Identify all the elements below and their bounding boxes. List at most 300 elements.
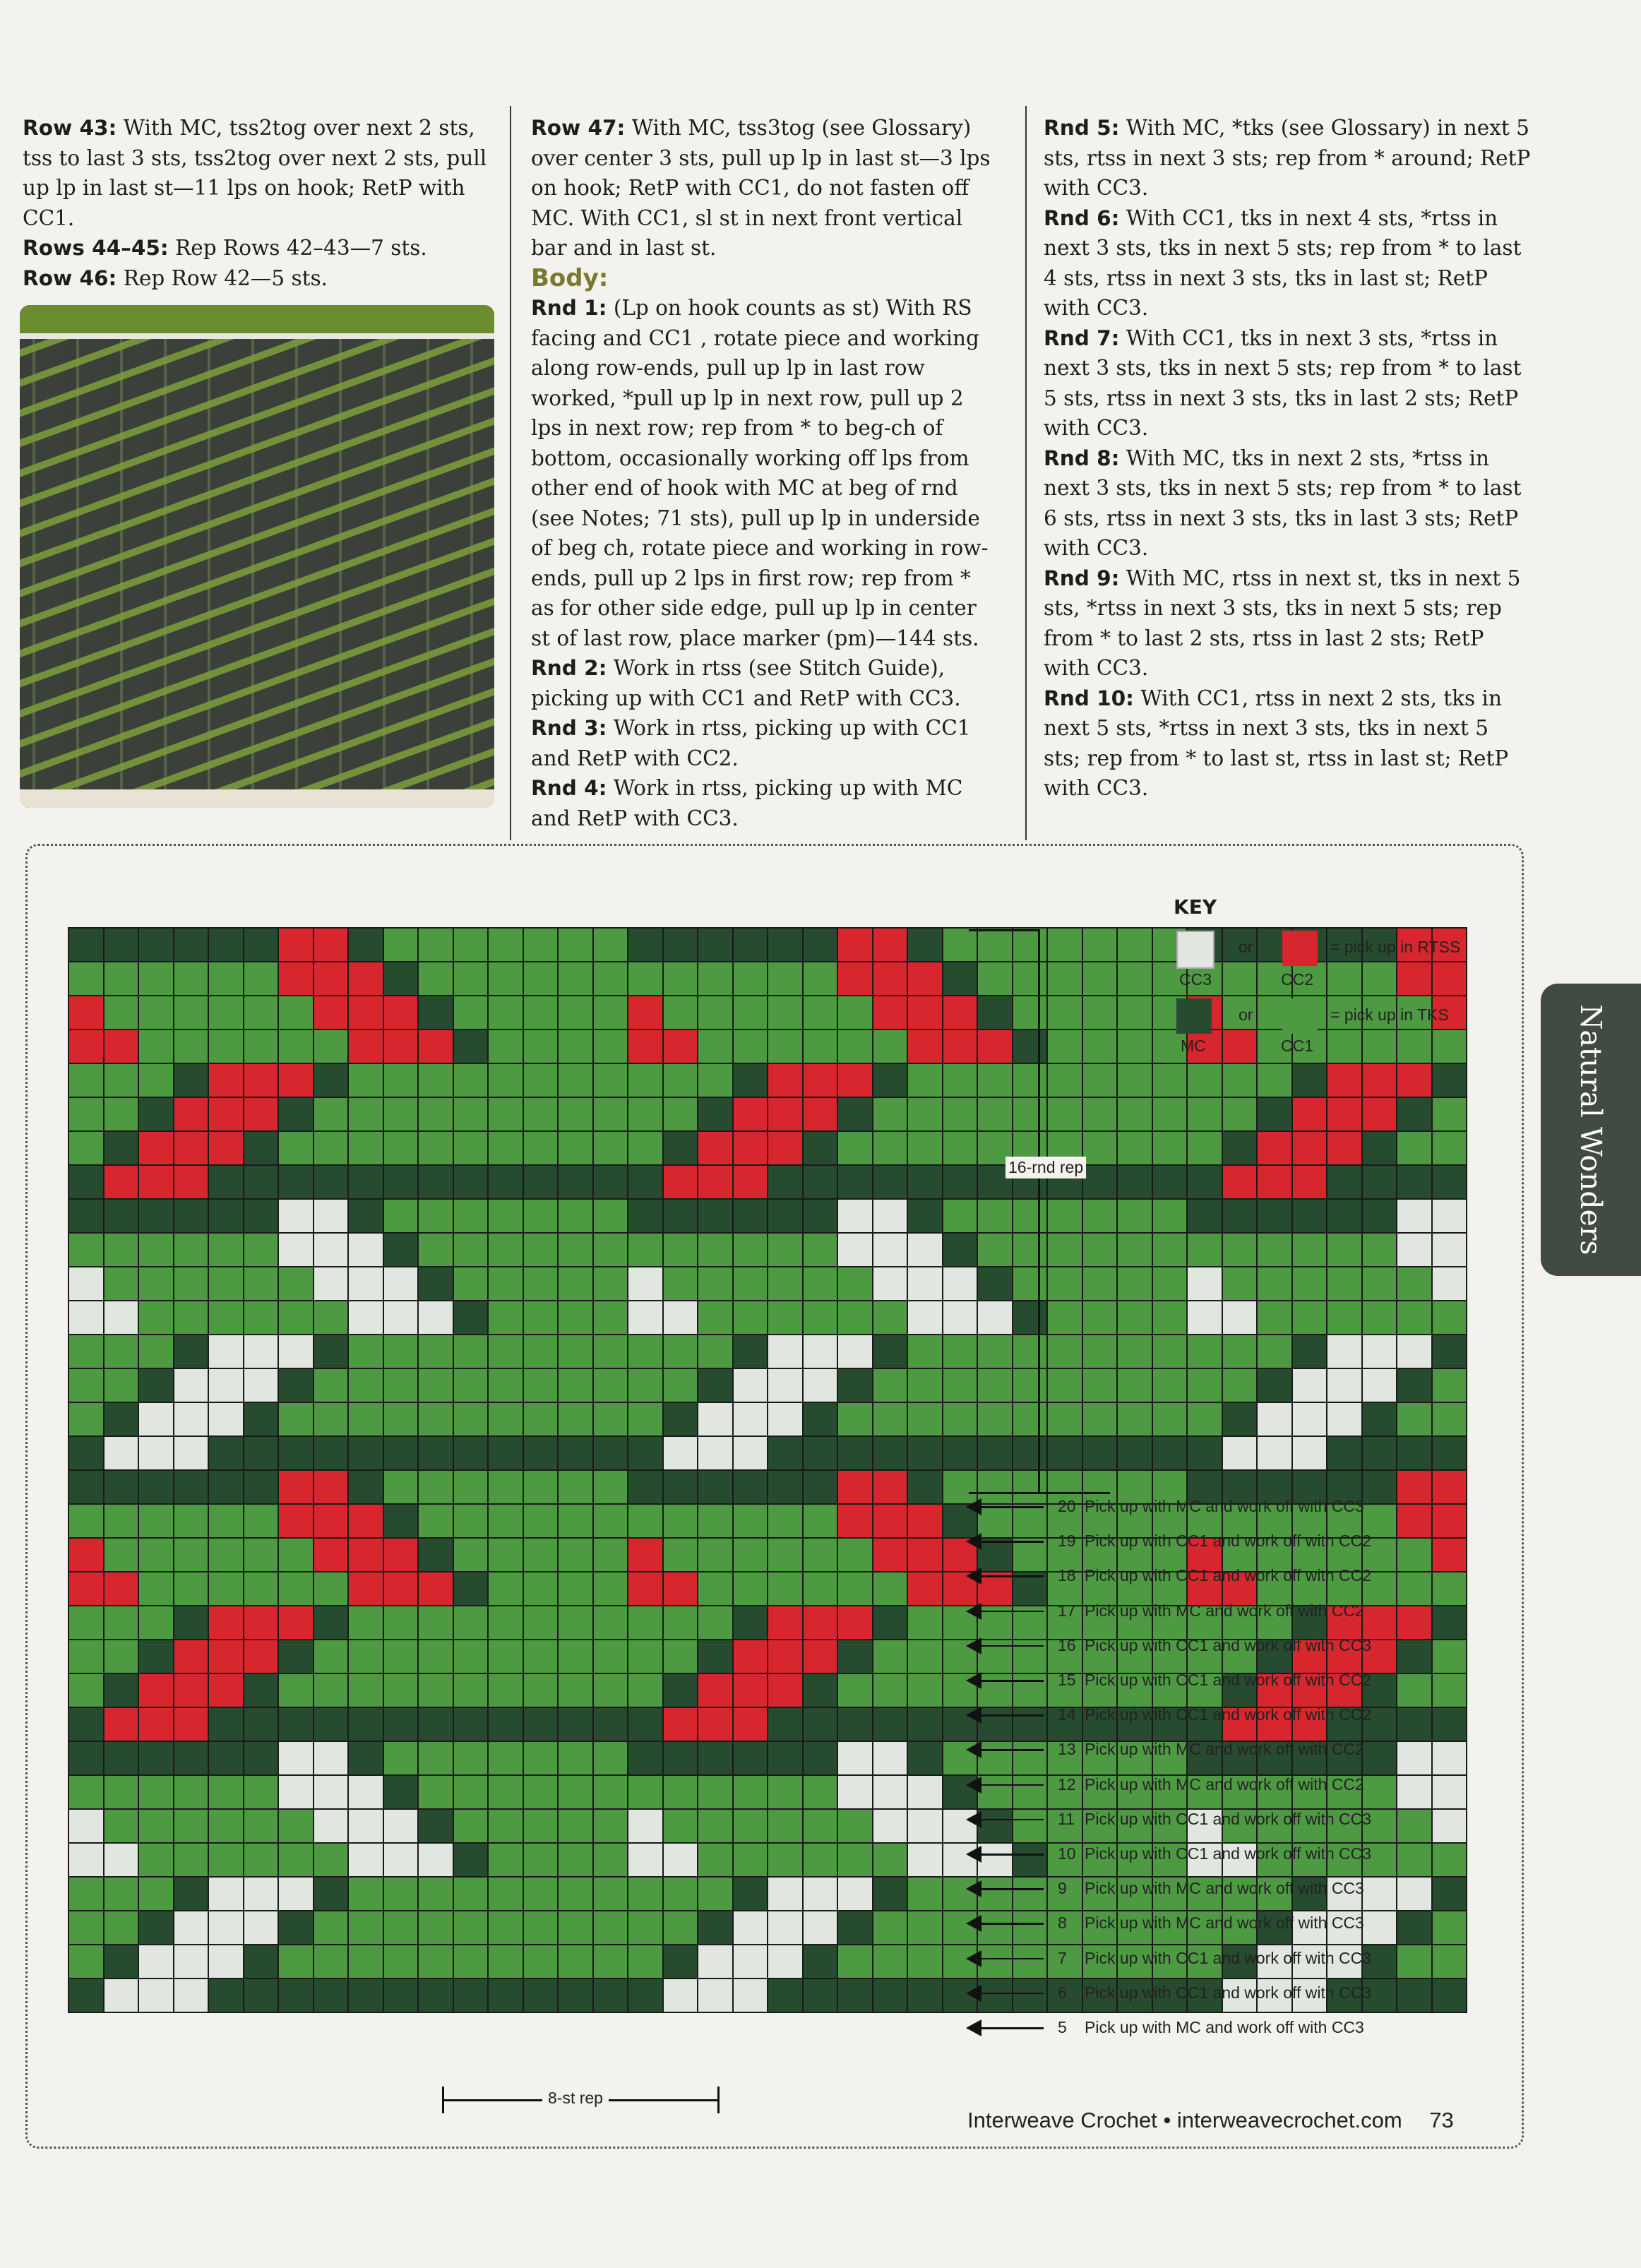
chart-cell — [208, 1809, 244, 1843]
chart-cell — [803, 1436, 838, 1470]
chart-cell — [278, 1029, 314, 1063]
chart-cell — [698, 1707, 733, 1741]
round-instruction: Pick up with MC and work off with CC3 — [1085, 1879, 1364, 1898]
chart-cell — [803, 1538, 838, 1572]
rnd-text: With MC, tks in next 2 sts, *rtss in next 3 sts, tks in next 5 sts; rep from * to last 6 sts, rtss in next 3 sts, tks in last 3 sts; RetP with CC3. — [1044, 446, 1522, 560]
chart-cell — [663, 1809, 698, 1843]
chart-cell — [803, 1809, 838, 1843]
chart-cell — [977, 1063, 1013, 1097]
chart-cell — [278, 1199, 314, 1233]
chart-cell — [768, 962, 803, 996]
chart-cell — [663, 1572, 698, 1606]
chart-cell — [174, 1165, 209, 1199]
chart-cell — [1152, 1131, 1188, 1165]
chart-cell — [803, 1199, 838, 1233]
chart-cell — [488, 1165, 523, 1199]
chart-cell — [977, 1097, 1013, 1131]
chart-cell — [208, 1097, 244, 1131]
chart-cell — [453, 1775, 489, 1809]
chart-cell — [558, 1673, 593, 1707]
chart-cell — [1222, 1301, 1258, 1335]
chart-cell — [558, 1131, 593, 1165]
chart-cell — [803, 1301, 838, 1335]
chart-cell — [68, 1775, 104, 1809]
chart-cell — [768, 1029, 803, 1063]
chart-cell — [104, 1504, 139, 1538]
chart-cell — [68, 928, 104, 962]
chart-cell — [138, 1538, 174, 1572]
chart-cell — [208, 1775, 244, 1809]
chart-cell — [837, 996, 873, 1029]
chart-cell — [244, 1233, 279, 1267]
chart-cell — [1187, 1233, 1222, 1267]
chart-cell — [488, 1707, 523, 1741]
chart-cell — [803, 1945, 838, 1978]
row-label: Row 47: — [531, 116, 626, 140]
chart-cell — [733, 962, 768, 996]
chart-cell — [628, 1538, 663, 1572]
chart-cell — [174, 1131, 209, 1165]
chart-cell — [138, 1673, 174, 1707]
chart-cell — [593, 962, 628, 996]
chart-cell — [68, 1029, 104, 1063]
chart-cell — [1257, 1063, 1292, 1097]
chart-cell — [837, 1165, 873, 1199]
chart-cell — [418, 1267, 453, 1301]
chart-cell — [1222, 1335, 1258, 1368]
chart-cell — [348, 1809, 383, 1843]
chart-cell — [138, 1606, 174, 1640]
chart-cell — [1152, 1301, 1188, 1335]
chart-cell — [383, 1402, 419, 1436]
chart-cell — [418, 1233, 453, 1267]
chart-cell — [698, 1335, 733, 1368]
chart-cell — [523, 1368, 559, 1402]
chart-cell — [558, 1165, 593, 1199]
chart-cell — [628, 1233, 663, 1267]
key-or-2: or — [1239, 1005, 1253, 1024]
chart-cell — [907, 962, 943, 996]
chart-cell — [244, 1029, 279, 1063]
chart-cell — [523, 1131, 559, 1165]
chart-cell — [628, 1199, 663, 1233]
chart-cell — [383, 1199, 419, 1233]
chart-cell — [383, 1843, 419, 1877]
chart-cell — [733, 1978, 768, 2012]
chart-cell — [628, 1877, 663, 1911]
chart-cell — [837, 1640, 873, 1673]
row-label: Rows 44–45: — [23, 236, 169, 260]
chart-cell — [1397, 1097, 1432, 1131]
chart-cell — [1117, 962, 1152, 996]
chart-cell — [803, 1470, 838, 1504]
chart-cell — [628, 1809, 663, 1843]
chart-cell — [314, 1470, 349, 1504]
chart-cell — [837, 1335, 873, 1368]
round-note — [966, 1736, 1404, 1764]
chart-cell — [208, 1368, 244, 1402]
chart-cell — [873, 1538, 908, 1572]
chart-cell — [1362, 1131, 1397, 1165]
chart-cell — [488, 1402, 523, 1436]
chart-cell — [208, 996, 244, 1029]
chart-cell — [1187, 1199, 1222, 1233]
chart-cell — [1257, 1131, 1292, 1165]
chart-cell — [663, 1063, 698, 1097]
chart-cell — [733, 1673, 768, 1707]
chart-cell — [837, 1029, 873, 1063]
cc1-label: CC1 — [1281, 1037, 1314, 1055]
round-number: 11 — [1058, 1809, 1075, 1828]
key-or-1: or — [1239, 938, 1253, 956]
chart-cell — [244, 928, 279, 962]
round-number: 6 — [1058, 1983, 1067, 2002]
chart-cell — [523, 1843, 559, 1877]
chart-cell — [803, 1640, 838, 1673]
chart-cell — [453, 1504, 489, 1538]
chart-cell — [593, 1572, 628, 1606]
chart-cell — [278, 1707, 314, 1741]
chart-cell — [558, 1199, 593, 1233]
chart-cell — [208, 1436, 244, 1470]
chart-cell — [907, 1470, 943, 1504]
rep8-tick-left — [442, 2087, 444, 2113]
chart-cell — [418, 928, 453, 962]
chart-cell — [1397, 1436, 1432, 1470]
chart-cell — [768, 1436, 803, 1470]
chart-cell — [383, 1063, 419, 1097]
chart-cell — [1117, 1199, 1152, 1233]
chart-cell — [244, 1402, 279, 1436]
chart-cell — [1152, 1267, 1188, 1301]
chart-cell — [208, 1572, 244, 1606]
key-rtss-text: = pick up in RTSS — [1330, 938, 1461, 956]
chart-cell — [453, 1978, 489, 2012]
round-note-text — [1058, 1844, 1371, 1863]
chart-row — [68, 1097, 1467, 1131]
chart-cell — [1013, 1063, 1048, 1097]
chart-cell — [873, 1606, 908, 1640]
chart-cell — [1292, 1233, 1327, 1267]
chart-cell — [314, 1640, 349, 1673]
chart-cell — [663, 1029, 698, 1063]
chart-cell — [907, 1199, 943, 1233]
chart-cell — [174, 1470, 209, 1504]
chart-cell — [558, 1843, 593, 1877]
chart-cell — [104, 1741, 139, 1775]
chart-cell — [174, 1301, 209, 1335]
chart-cell — [663, 996, 698, 1029]
chart-cell — [698, 1063, 733, 1097]
chart-cell — [873, 928, 908, 962]
chart-cell — [174, 1775, 209, 1809]
chart-cell — [1187, 1436, 1222, 1470]
chart-cell — [907, 1978, 943, 2012]
chart-cell — [733, 1267, 768, 1301]
chart-cell — [104, 1640, 139, 1673]
chart-cell — [593, 1673, 628, 1707]
chart-cell — [628, 1640, 663, 1673]
chart-cell — [837, 1097, 873, 1131]
chart-cell — [768, 1640, 803, 1673]
chart-cell — [837, 1131, 873, 1165]
chart-cell — [907, 1029, 943, 1063]
chart-cell — [174, 1572, 209, 1606]
chart-cell — [174, 1029, 209, 1063]
chart-cell — [837, 1199, 873, 1233]
chart-cell — [383, 1301, 419, 1335]
chart-cell — [244, 1063, 279, 1097]
chart-cell — [523, 1233, 559, 1267]
chart-cell — [593, 996, 628, 1029]
chart-cell — [383, 1029, 419, 1063]
chart-cell — [943, 1165, 978, 1199]
chart-cell — [943, 962, 978, 996]
chart-cell — [1222, 1131, 1258, 1165]
chart-cell — [348, 1606, 383, 1640]
chart-cell — [593, 1029, 628, 1063]
row-text: Rep Row 42—5 sts. — [117, 265, 328, 290]
chart-cell — [244, 1572, 279, 1606]
key-title: KEY — [1174, 895, 1217, 919]
chart-cell — [523, 1402, 559, 1436]
chart-cell — [593, 1945, 628, 1978]
chart-cell — [348, 1097, 383, 1131]
arrow-line — [973, 1993, 1044, 1995]
chart-cell — [174, 1741, 209, 1775]
chart-cell — [453, 1572, 489, 1606]
chart-cell — [383, 1097, 419, 1131]
chart-cell — [1222, 1233, 1258, 1267]
chart-cell — [488, 1097, 523, 1131]
chart-cell — [244, 1267, 279, 1301]
chart-cell — [628, 1335, 663, 1368]
chart-cell — [593, 1707, 628, 1741]
chart-cell — [1047, 962, 1082, 996]
page-footer — [967, 2108, 1454, 2133]
arrow-line — [973, 1645, 1044, 1647]
chart-cell — [208, 1199, 244, 1233]
chart-cell — [523, 1267, 559, 1301]
chart-cell — [803, 1775, 838, 1809]
chart-cell — [208, 1707, 244, 1741]
chart-cell — [733, 1707, 768, 1741]
rnd-label: Rnd 2: — [531, 656, 607, 680]
chart-cell — [943, 1029, 978, 1063]
chart-cell — [1432, 1267, 1467, 1301]
chart-cell — [418, 1368, 453, 1402]
chart-cell — [523, 1741, 559, 1775]
chart-cell — [663, 1538, 698, 1572]
chart-cell — [1187, 1402, 1222, 1436]
chart-cell — [663, 928, 698, 962]
chart-cell — [1187, 1301, 1222, 1335]
round-instruction: Pick up with MC and work off with CC3 — [1085, 1497, 1364, 1515]
chart-cell — [138, 1233, 174, 1267]
chart-row — [68, 1165, 1467, 1199]
chart-cell — [698, 1131, 733, 1165]
chart-cell — [977, 1436, 1013, 1470]
chart-cell — [244, 1368, 279, 1402]
chart-cell — [348, 928, 383, 962]
chart-cell — [488, 1233, 523, 1267]
chart-cell — [698, 1606, 733, 1640]
chart-cell — [348, 1911, 383, 1945]
chart-cell — [803, 1504, 838, 1538]
chart-cell — [418, 1538, 453, 1572]
arrow-line — [973, 1714, 1044, 1717]
chart-cell — [558, 1538, 593, 1572]
chart-cell — [174, 1097, 209, 1131]
round-note — [966, 1806, 1404, 1834]
chart-cell — [278, 1911, 314, 1945]
chart-cell — [104, 1063, 139, 1097]
arrow-line — [973, 1923, 1044, 1925]
side-tab-label: Natural Wonders — [1574, 1004, 1608, 1255]
chart-cell — [698, 1436, 733, 1470]
chart-cell — [1082, 1267, 1118, 1301]
chart-cell — [698, 1199, 733, 1233]
chart-cell — [663, 1267, 698, 1301]
chart-cell — [418, 1063, 453, 1097]
chart-cell — [383, 928, 419, 962]
chart-cell — [733, 1029, 768, 1063]
chart-cell — [68, 1368, 104, 1402]
chart-cell — [208, 1402, 244, 1436]
chart-cell — [1432, 1301, 1467, 1335]
chart-cell — [803, 1029, 838, 1063]
rnd-label: Rnd 1: — [531, 296, 607, 320]
chart-cell — [663, 1097, 698, 1131]
chart-cell — [348, 1402, 383, 1436]
chart-cell — [104, 962, 139, 996]
chart-cell — [628, 1131, 663, 1165]
round-note — [966, 1632, 1404, 1660]
chart-cell — [1432, 1199, 1467, 1233]
chart-cell — [768, 1470, 803, 1504]
chart-cell — [1327, 1335, 1362, 1368]
chart-cell — [733, 1606, 768, 1640]
chart-cell — [314, 1165, 349, 1199]
chart-cell — [68, 1470, 104, 1504]
chart-cell — [593, 1911, 628, 1945]
chart-cell — [244, 1775, 279, 1809]
round-note — [966, 1945, 1404, 1973]
chart-cell — [907, 1911, 943, 1945]
chart-cell — [383, 1267, 419, 1301]
chart-cell — [1397, 1029, 1432, 1063]
chart-cell — [138, 1368, 174, 1402]
chart-cell — [104, 1877, 139, 1911]
chart-cell — [68, 1640, 104, 1673]
chart-cell — [663, 1436, 698, 1470]
chart-cell — [1292, 1335, 1327, 1368]
chart-cell — [558, 1402, 593, 1436]
chart-cell — [138, 928, 174, 962]
chart-cell — [244, 1673, 279, 1707]
chart-cell — [768, 1945, 803, 1978]
chart-cell — [68, 1131, 104, 1165]
round-note — [966, 1527, 1404, 1556]
chart-cell — [208, 962, 244, 996]
chart-cell — [803, 962, 838, 996]
chart-cell — [348, 1978, 383, 2012]
chart-cell — [1117, 1131, 1152, 1165]
chart-cell — [453, 1267, 489, 1301]
chart-cell — [104, 1199, 139, 1233]
chart-cell — [138, 1301, 174, 1335]
chart-cell — [977, 962, 1013, 996]
round-note — [966, 1493, 1404, 1521]
chart-cell — [244, 1538, 279, 1572]
chart-cell — [523, 1097, 559, 1131]
chart-cell — [104, 1131, 139, 1165]
chart-cell — [663, 1877, 698, 1911]
chart-cell — [1362, 1029, 1397, 1063]
arrow-line — [973, 1854, 1044, 1856]
chart-cell — [698, 1233, 733, 1267]
chart-cell — [768, 1572, 803, 1606]
chart-cell — [244, 1335, 279, 1368]
chart-cell — [837, 928, 873, 962]
chart-cell — [663, 1911, 698, 1945]
chart-cell — [1362, 1063, 1397, 1097]
chart-cell — [943, 1131, 978, 1165]
chart-cell — [733, 1640, 768, 1673]
chart-cell — [174, 1063, 209, 1097]
chart-cell — [138, 1436, 174, 1470]
chart-cell — [1222, 1436, 1258, 1470]
chart-cell — [803, 928, 838, 962]
chart-cell — [1257, 1267, 1292, 1301]
round-number: 19 — [1058, 1532, 1076, 1551]
chart-cell — [768, 1978, 803, 2012]
chart-cell — [977, 1199, 1013, 1233]
chart-cell — [558, 1741, 593, 1775]
chart-cell — [523, 1640, 559, 1673]
chart-cell — [593, 1978, 628, 2012]
chart-cell — [698, 1402, 733, 1436]
cc2-label: CC2 — [1281, 970, 1314, 989]
chart-cell — [208, 1029, 244, 1063]
chart-cell — [453, 1097, 489, 1131]
arrow-line — [973, 1888, 1044, 1890]
chart-cell — [453, 1945, 489, 1978]
rnd-label: Rnd 6: — [1044, 205, 1120, 230]
chart-cell — [523, 1978, 559, 2012]
chart-cell — [314, 1606, 349, 1640]
chart-row — [68, 1199, 1467, 1233]
chart-cell — [1222, 1097, 1258, 1131]
chart-cell — [1292, 1199, 1327, 1233]
arrow-line — [973, 1784, 1044, 1786]
chart-cell — [558, 1335, 593, 1368]
chart-cell — [488, 1640, 523, 1673]
chart-row — [68, 1233, 1467, 1267]
chart-cell — [1327, 1097, 1362, 1131]
chart-cell — [698, 928, 733, 962]
chart-cell — [698, 1843, 733, 1877]
chart-cell — [244, 1877, 279, 1911]
cc3-label: CC3 — [1179, 970, 1212, 989]
chart-cell — [593, 1775, 628, 1809]
arrow-line — [973, 1611, 1044, 1613]
chart-cell — [1117, 1335, 1152, 1368]
chart-cell — [523, 1809, 559, 1843]
chart-cell — [244, 1470, 279, 1504]
chart-cell — [1292, 1165, 1327, 1199]
chart-cell — [104, 1673, 139, 1707]
